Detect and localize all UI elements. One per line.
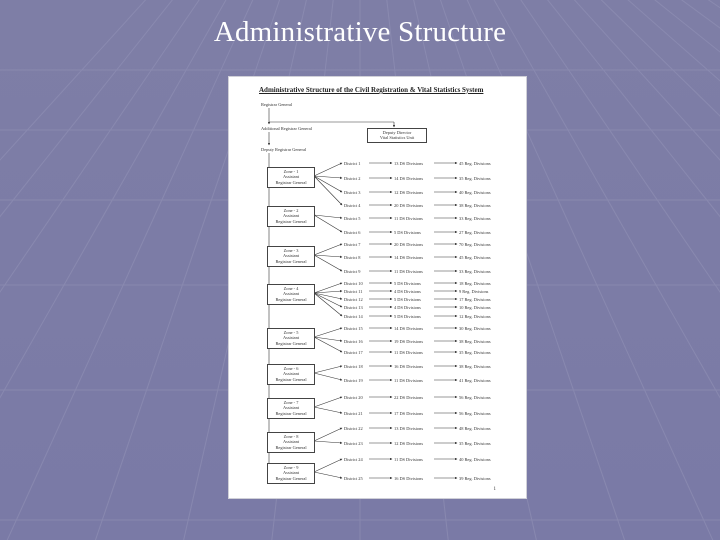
row-23-district: District 23 — [344, 441, 363, 446]
row-3-ds: 12 DS Divisions — [394, 190, 424, 195]
arrow-zone-to-district-14 — [314, 293, 342, 316]
row-1-reg: 45 Reg. Divisions — [459, 161, 491, 166]
arrow-zone-to-district-2 — [314, 176, 342, 178]
row-2-reg: 35 Reg. Divisions — [459, 176, 491, 181]
arrow-zone-to-district-21 — [314, 407, 342, 413]
row-21-ds: 17 DS Divisions — [394, 411, 424, 416]
vital-statistics-unit-box — [367, 128, 427, 143]
row-4-ds: 20 DS Divisions — [394, 203, 424, 208]
row-4-district: District 4 — [344, 203, 361, 208]
row-4-reg: 38 Reg. Divisions — [459, 203, 491, 208]
row-20-district: District 20 — [344, 395, 363, 400]
zone-6-line-3: Registrar General — [275, 376, 307, 382]
row-11-ds: 4 DS Divisions — [394, 289, 421, 294]
zone-2-line-1: Zone - 2 — [283, 208, 299, 213]
row-9-district: District 9 — [344, 269, 361, 274]
row-21-reg: 56 Reg. Divisions — [459, 411, 491, 416]
arrow-zone-to-district-22 — [314, 428, 342, 441]
zone-8-line-2: Assistant — [282, 439, 300, 445]
zone-8-line-3: Registrar General — [275, 444, 307, 450]
zone-4-line-2: Assistant — [282, 291, 300, 297]
slide-title: Administrative Structure — [213, 16, 507, 48]
zone-box-7 — [267, 398, 315, 419]
zone-box-3 — [267, 246, 315, 267]
row-14-reg: 12 Reg. Divisions — [459, 314, 491, 319]
zone-2-line-2: Assistant — [282, 213, 300, 219]
row-8-ds: 14 DS Divisions — [394, 255, 424, 260]
row-11-reg: 9 Reg. Divisions — [459, 289, 489, 294]
row-24-reg: 40 Reg. Divisions — [459, 457, 491, 462]
zone-9-line-1: Zone - 9 — [283, 465, 299, 470]
zone-box-9 — [267, 463, 315, 484]
zone-box-8 — [267, 432, 315, 453]
deputy-registrar-general-label: Deputy Registrar General — [261, 147, 307, 152]
row-15-reg: 30 Reg. Divisions — [459, 326, 491, 331]
row-25-district: District 25 — [344, 476, 363, 481]
row-7-reg: 70 Reg. Divisions — [459, 242, 491, 247]
row-13-district: District 13 — [344, 305, 363, 310]
arrow-zone-to-district-9 — [314, 255, 342, 271]
row-16-reg: 38 Reg. Divisions — [459, 339, 491, 344]
row-5-reg: 33 Reg. Divisions — [459, 216, 491, 221]
row-1-ds: 13 DS Divisions — [394, 161, 424, 166]
zone-9-line-3: Registrar General — [275, 475, 307, 481]
zone-6-line-2: Assistant — [282, 371, 300, 377]
zone-3-line-2: Assistant — [282, 253, 300, 259]
arrow-zone-to-district-4 — [314, 176, 342, 205]
row-11-district: District 11 — [344, 289, 363, 294]
zone-9-line-2: Assistant — [282, 470, 300, 476]
row-18-ds: 16 DS Divisions — [394, 364, 424, 369]
zone-3-line-3: Registrar General — [275, 258, 307, 264]
row-21-district: District 21 — [344, 411, 363, 416]
arrow-zone-to-district-1 — [314, 163, 342, 176]
row-6-district: District 6 — [344, 230, 361, 235]
row-10-district: District 10 — [344, 281, 363, 286]
row-17-ds: 11 DS Divisions — [394, 350, 423, 355]
row-10-reg: 18 Reg. Divisions — [459, 281, 491, 286]
zone-8-line-1: Zone - 8 — [283, 434, 299, 439]
row-19-district: District 19 — [344, 378, 363, 383]
row-22-ds: 13 DS Divisions — [394, 426, 424, 431]
zone-6-line-1: Zone - 6 — [283, 366, 299, 371]
row-19-ds: 11 DS Divisions — [394, 378, 423, 383]
registrar-general-label: Registrar General — [261, 102, 293, 107]
zone-1-line-2: Assistant — [282, 174, 300, 180]
row-2-district: District 2 — [344, 176, 361, 181]
row-9-reg: 33 Reg. Divisions — [459, 269, 491, 274]
zone-1-line-1: Zone - 1 — [283, 169, 299, 174]
row-7-ds: 20 DS Divisions — [394, 242, 424, 247]
zone-3-line-1: Zone - 3 — [283, 248, 299, 253]
zone-5-line-3: Registrar General — [275, 340, 307, 346]
arrow-zone-to-district-13 — [314, 293, 342, 307]
row-22-reg: 48 Reg. Divisions — [459, 426, 491, 431]
row-7-district: District 7 — [344, 242, 361, 247]
row-16-district: District 16 — [344, 339, 363, 344]
row-3-district: District 3 — [344, 190, 361, 195]
row-5-ds: 11 DS Divisions — [394, 216, 423, 221]
row-23-ds: 12 DS Divisions — [394, 441, 424, 446]
row-15-ds: 14 DS Divisions — [394, 326, 424, 331]
unit-box-line-1: Deputy Director — [382, 130, 412, 135]
row-8-reg: 45 Reg. Divisions — [459, 255, 491, 260]
row-17-reg: 35 Reg. Divisions — [459, 350, 491, 355]
row-17-district: District 17 — [344, 350, 363, 355]
row-3-reg: 40 Reg. Divisions — [459, 190, 491, 195]
zone-5-line-2: Assistant — [282, 335, 300, 341]
arrow-zone-to-district-8 — [314, 255, 342, 257]
zone-4-line-3: Registrar General — [275, 296, 307, 302]
row-9-ds: 11 DS Divisions — [394, 269, 423, 274]
row-25-reg: 39 Reg. Divisions — [459, 476, 491, 481]
page-number: 1 — [493, 487, 496, 492]
zone-2-line-3: Registrar General — [275, 218, 307, 224]
row-23-reg: 35 Reg. Divisions — [459, 441, 491, 446]
row-22-district: District 22 — [344, 426, 363, 431]
row-10-ds: 5 DS Divisions — [394, 281, 421, 286]
zone-1-line-3: Registrar General — [275, 179, 307, 185]
zone-box-1 — [267, 167, 315, 188]
row-12-reg: 17 Reg. Divisions — [459, 297, 491, 302]
row-6-ds: 5 DS Divisions — [394, 230, 421, 235]
row-24-district: District 24 — [344, 457, 363, 462]
arrow-zone-to-district-25 — [314, 472, 342, 478]
row-12-district: District 12 — [344, 297, 363, 302]
row-20-reg: 56 Reg. Divisions — [459, 395, 491, 400]
row-2-ds: 14 DS Divisions — [394, 176, 424, 181]
document-title: Administrative Structure of the Civil Registration & Vital Statistics System — [259, 86, 484, 94]
row-1-district: District 1 — [344, 161, 361, 166]
row-16-ds: 19 DS Divisions — [394, 339, 424, 344]
row-14-ds: 5 DS Divisions — [394, 314, 421, 319]
zone-box-2 — [267, 206, 315, 227]
zone-7-line-3: Registrar General — [275, 410, 307, 416]
row-13-reg: 10 Reg. Divisions — [459, 305, 491, 310]
row-25-ds: 16 DS Divisions — [394, 476, 424, 481]
row-20-ds: 22 DS Divisions — [394, 395, 424, 400]
zone-box-5 — [267, 328, 315, 349]
arrow-zone-to-district-20 — [314, 397, 342, 407]
arrow-zone-to-district-3 — [314, 176, 342, 192]
zone-4-line-1: Zone - 4 — [283, 286, 299, 291]
unit-box-line-2: Vital Statistics Unit — [379, 135, 415, 141]
arrow-zone-to-district-18 — [314, 366, 342, 373]
row-24-ds: 11 DS Divisions — [394, 457, 423, 462]
row-15-district: District 15 — [344, 326, 363, 331]
additional-registrar-general-label: Additional Registrar General — [261, 126, 312, 131]
row-14-district: District 14 — [344, 314, 363, 319]
row-8-district: District 8 — [344, 255, 361, 260]
row-12-ds: 5 DS Divisions — [394, 297, 421, 302]
row-6-reg: 27 Reg. Divisions — [459, 230, 491, 235]
arrow-zone-to-district-7 — [314, 244, 342, 255]
zone-7-line-2: Assistant — [282, 405, 300, 411]
arrow-zone-to-district-15 — [314, 328, 342, 337]
row-5-district: District 5 — [344, 216, 361, 221]
zone-box-4 — [267, 284, 315, 305]
arrow-zone-to-district-12 — [314, 293, 342, 299]
zone-7-line-1: Zone - 7 — [283, 400, 299, 405]
row-18-district: District 18 — [344, 364, 363, 369]
row-18-reg: 38 Reg. Divisions — [459, 364, 491, 369]
arrow-zone-to-district-24 — [314, 459, 342, 472]
row-13-ds: 4 DS Divisions — [394, 305, 421, 310]
arrow-zone-to-district-23 — [314, 441, 342, 443]
zone-box-6 — [267, 364, 315, 385]
zone-5-line-1: Zone - 5 — [283, 330, 299, 335]
arrow-zone-to-district-19 — [314, 373, 342, 380]
document-page — [229, 77, 526, 498]
row-19-reg: 41 Reg. Divisions — [459, 378, 491, 383]
